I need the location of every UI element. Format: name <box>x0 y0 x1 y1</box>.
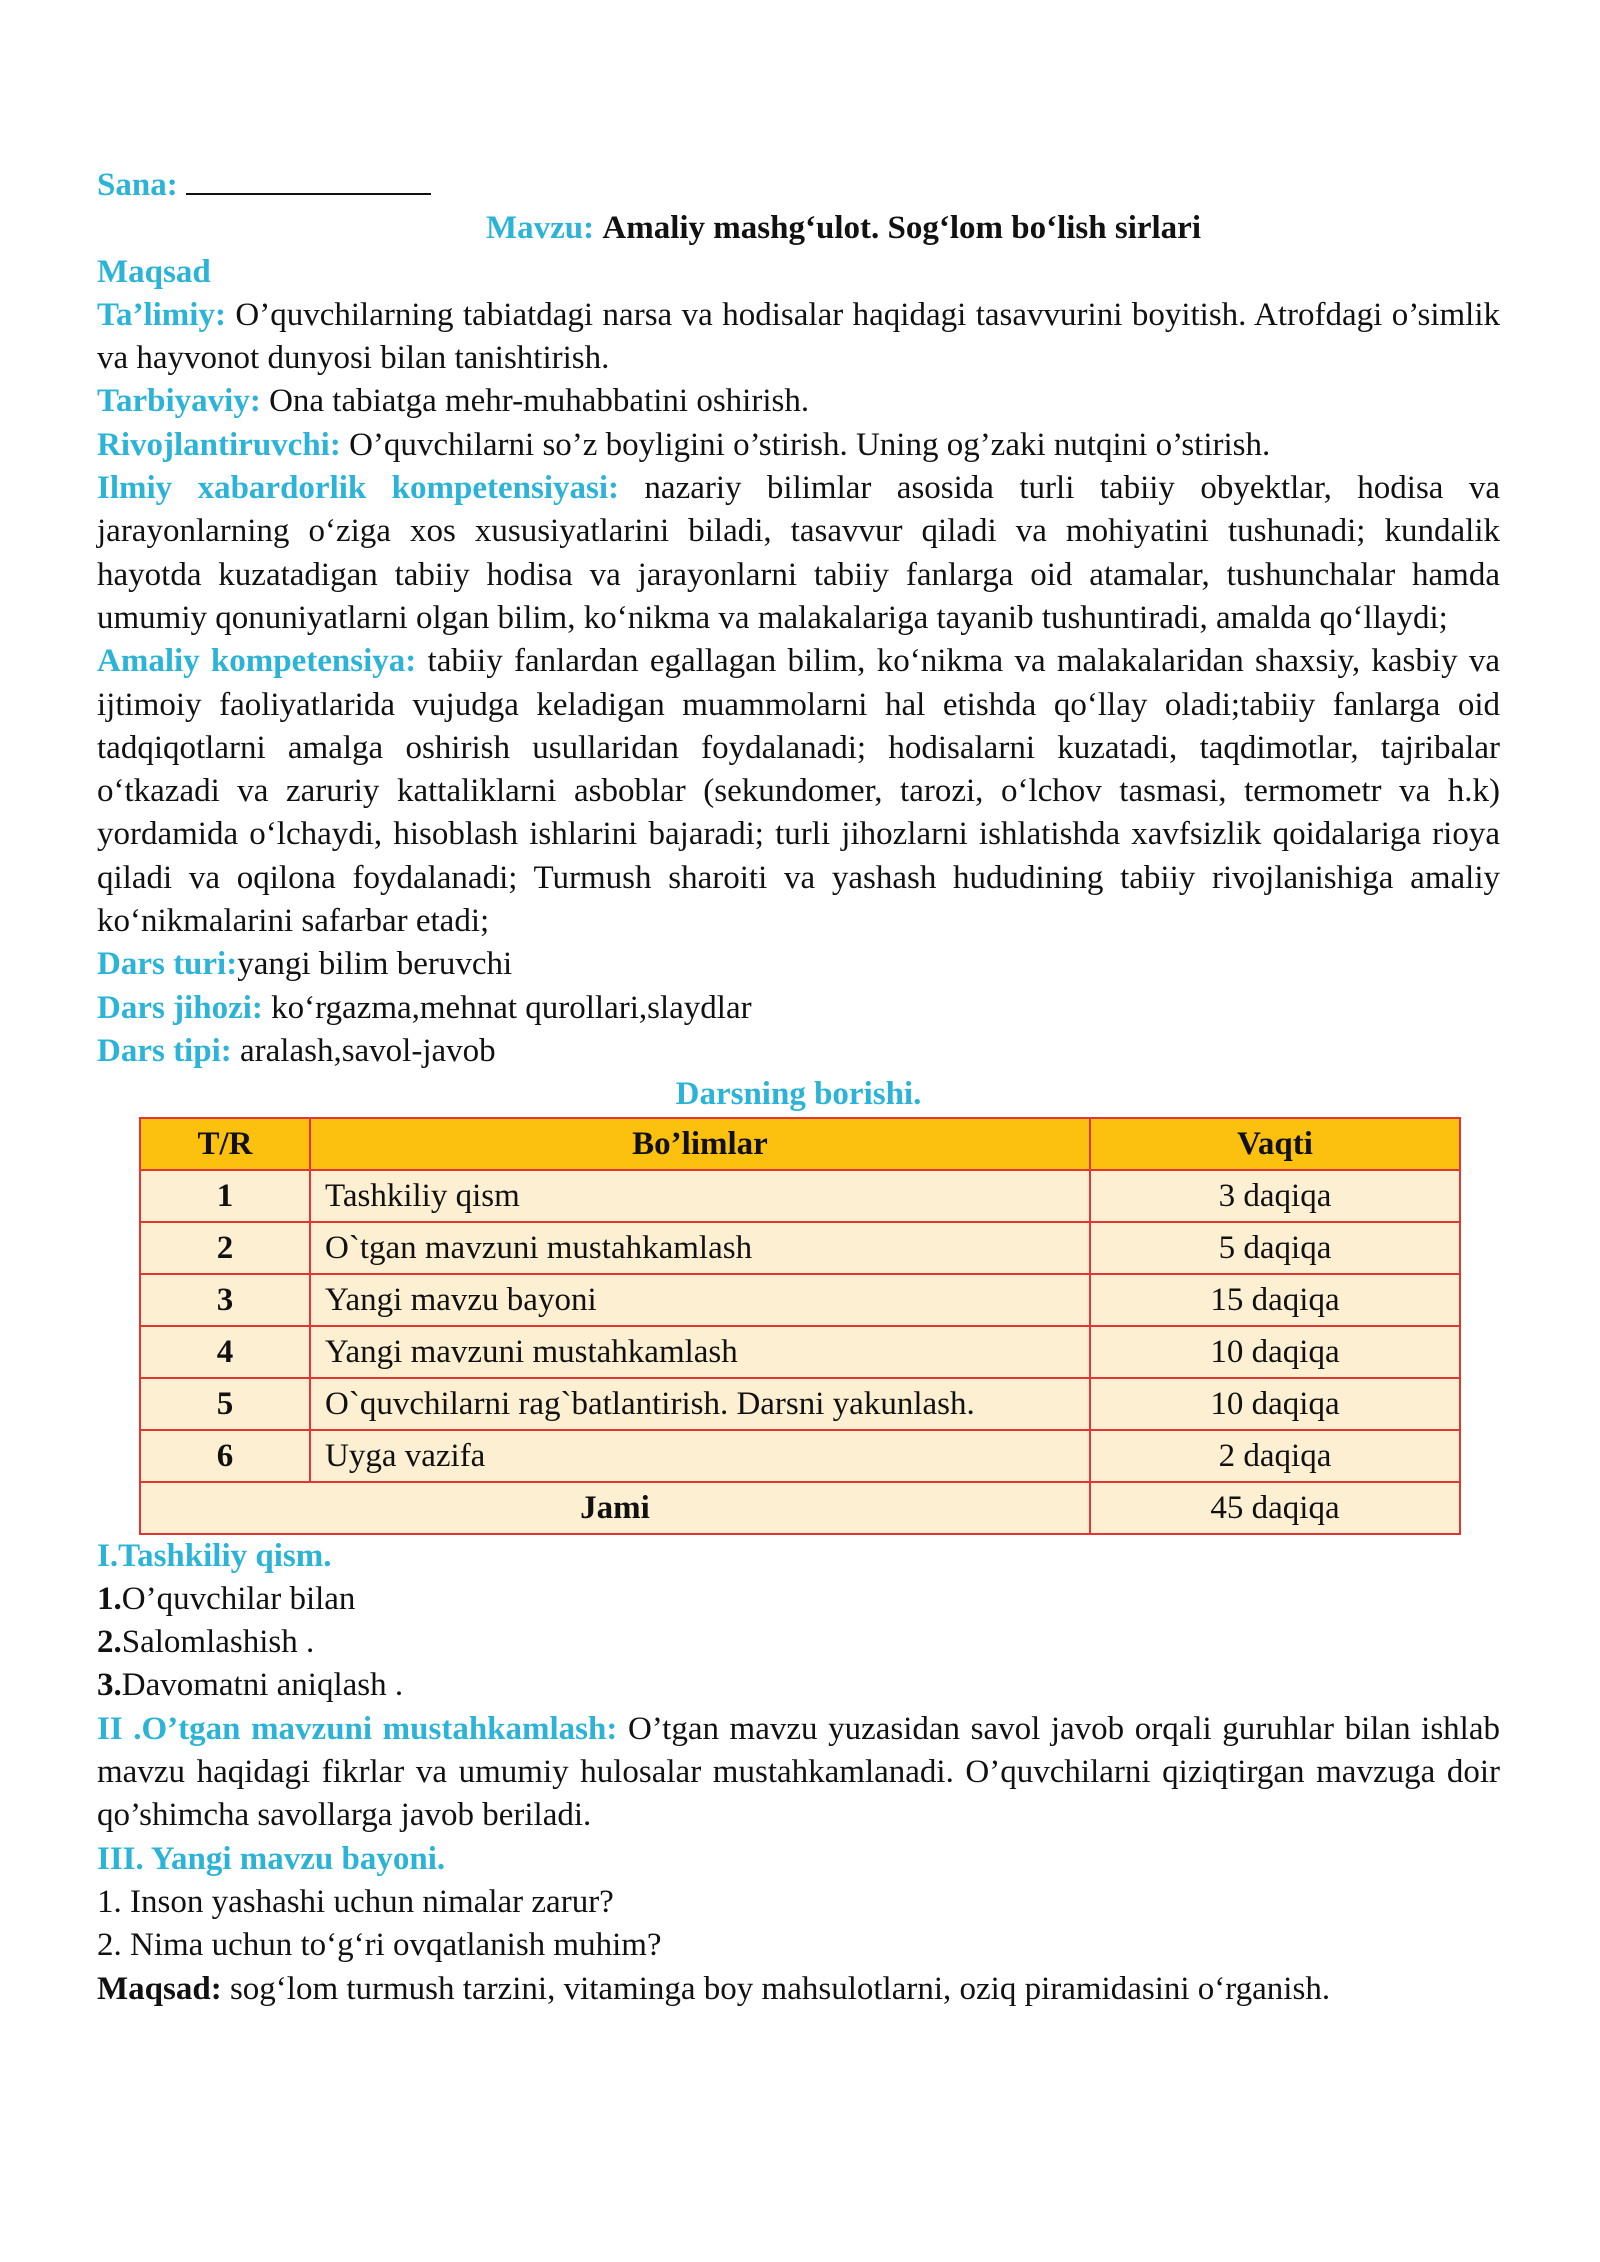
date-blank <box>186 163 431 195</box>
part3-question: 2. Nima uchun to‘g‘ri ovqatlanish muhim? <box>97 1927 662 1964</box>
row-section: Tashkiliy qism <box>310 1170 1090 1222</box>
goal-text: Ona tabiatga mehr-muhabbatini oshirish. <box>260 383 810 420</box>
row-time: 2 daqiqa <box>1090 1430 1460 1482</box>
total-time: 45 daqiqa <box>1090 1482 1460 1534</box>
row-number: 3 <box>140 1274 310 1326</box>
table-row <box>140 1222 1460 1274</box>
lesson-kind <box>97 1030 1500 1073</box>
goal-developmental <box>97 424 1500 467</box>
row-number: 1 <box>140 1170 310 1222</box>
info-label: Dars turi: <box>97 946 238 983</box>
row-number: 6 <box>140 1430 310 1482</box>
topic-title: Amaliy mashg‘ulot. Sog‘lom bo‘lish sirlari <box>602 210 1201 247</box>
part3-goal <box>97 1968 1500 2011</box>
lesson-type <box>97 943 1500 986</box>
part1-item <box>97 1578 1500 1621</box>
plan-title: Darsning borishi. <box>675 1076 922 1113</box>
row-time: 5 daqiqa <box>1090 1222 1460 1274</box>
row-time: 10 daqiqa <box>1090 1326 1460 1378</box>
table-row <box>140 1274 1460 1326</box>
goal-text: O’quvchilarni so’z boyligini o’stirish. Uning og’zaki nutqini o’stirish. <box>340 426 1271 463</box>
info-label: Dars jihozi: <box>97 989 263 1026</box>
table-row <box>140 1170 1460 1222</box>
goal-educational <box>97 294 1500 381</box>
table-row <box>140 1378 1460 1430</box>
item-number: 3. <box>97 1667 122 1704</box>
row-number: 5 <box>140 1378 310 1430</box>
part2-paragraph <box>97 1708 1500 1838</box>
table-header-row <box>140 1118 1460 1170</box>
item-number: 1. <box>97 1580 122 1617</box>
item-number: 2. <box>97 1624 122 1661</box>
total-label: Jami <box>140 1482 1090 1534</box>
competency-label: Amaliy kompetensiya: <box>97 643 417 680</box>
goal-text: O’quvchilarning tabiatdagi narsa va hodisalar haqidagi tasavvurini boyitish. Atrofdagi o’simlik va hayvonot dunyosi bilan tanishtirish. <box>97 296 1500 377</box>
item-text: O’quvchilar bilan <box>121 1580 356 1617</box>
row-time: 3 daqiqa <box>1090 1170 1460 1222</box>
table-row <box>140 1430 1460 1482</box>
info-text: yangi bilim beruvchi <box>237 946 513 983</box>
part2-text: O’tgan mavzu yuzasidan savol javob orqali guruhlar bilan ishlab mavzu haqidagi fikrlar va umumiy hulosalar mustahkamlanadi. O’quvchilarni qiziqtirgan mavzuga doir qo’shimcha savollarga javob beriladi. <box>97 1710 1500 1834</box>
row-section: Uyga vazifa <box>310 1430 1090 1482</box>
table-row <box>140 1326 1460 1378</box>
row-number: 2 <box>140 1222 310 1274</box>
lesson-equipment <box>97 987 1500 1030</box>
part3-goal-label: Maqsad: <box>97 1970 222 2007</box>
part3-heading: III. Yangi mavzu bayoni. <box>97 1840 446 1877</box>
table-total-row <box>140 1482 1460 1534</box>
row-time: 10 daqiqa <box>1090 1378 1460 1430</box>
row-section: Yangi mavzu bayoni <box>310 1274 1090 1326</box>
date-label: Sana: <box>97 167 178 203</box>
goal-label: Tarbiyaviy: <box>97 383 261 420</box>
header-number: T/R <box>140 1118 310 1170</box>
lesson-plan-table <box>139 1117 1461 1535</box>
info-text: aralash,savol-javob <box>231 1032 496 1069</box>
row-section: Yangi mavzuni mustahkamlash <box>310 1326 1090 1378</box>
item-text: Salomlashish . <box>121 1624 315 1661</box>
competency-text: nazariy bilimlar asosida turli tabiiy obyektlar, hodisa va jarayonlarning o‘ziga xos xususiyatlarini biladi, tasavvur qiladi va mohiyatini tushunadi; kundalik hayotda kuzatadigan tabiiy hodisa va jarayonlarni tabiiy fanlarga oid atamalar, tushunchalar hamda umumiy qonuniyatlarni olgan bilim, ko‘nikma va malakalariga tayanib tushuntiradi, amalda qo‘llaydi; <box>97 470 1500 636</box>
goal-label: Rivojlantiruvchi: <box>97 426 341 463</box>
goal-label: Ta’limiy: <box>97 296 226 333</box>
part2-label: II .O’tgan mavzuni mustahkamlash: <box>97 1710 618 1747</box>
part1-item <box>97 1664 1500 1707</box>
goal-upbringing <box>97 380 1500 423</box>
date-line <box>97 163 1500 207</box>
topic-line <box>187 207 1500 250</box>
part1-heading: I.Tashkiliy qism. <box>97 1537 332 1574</box>
part3-goal-text: sog‘lom turmush tarzini, vitaminga boy mahsulotlarni, oziq piramidasini o‘rganish. <box>221 1970 1331 2007</box>
competency-text: tabiiy fanlardan egallagan bilim, ko‘nikma va malakalaridan shaxsiy, kasbiy va ijtimoiy faoliyatlarida vujudga keladigan muammolarni hal etishda qo‘llay oladi;tabiiy fanlarga oid tadqiqotlarni amalga oshirish usullaridan foydalanadi; hodisalarni kuzatadi, taqdimotlar, tajribalar o‘tkazadi va zaruriy kattaliklarni asboblar (sekundomer, tarozi, o‘lchov tasmasi, termometr va h.k) yordamida o‘lchaydi, hisoblash ishlarini bajaradi; turli jihozlarni ishlatishda xavfsizlik qoidalariga rioya qiladi va oqilona foydalanadi; Turmush sharoiti va yashash hududining tabiiy rivojlanishiga amaliy ko‘nikmalarini safarbar etadi; <box>97 643 1500 940</box>
lesson-plan-page <box>97 163 1500 2011</box>
item-text: Davomatni aniqlash . <box>121 1667 404 1704</box>
info-label: Dars tipi: <box>97 1032 232 1069</box>
part3-question: 1. Inson yashashi uchun nimalar zarur? <box>97 1883 614 1920</box>
goal-heading: Maqsad <box>97 253 211 290</box>
header-time: Vaqti <box>1090 1118 1460 1170</box>
competency-scientific <box>97 467 1500 640</box>
row-section: O`quvchilarni rag`batlantirish. Darsni yakunlash. <box>310 1378 1090 1430</box>
row-time: 15 daqiqa <box>1090 1274 1460 1326</box>
row-section: O`tgan mavzuni mustahkamlash <box>310 1222 1090 1274</box>
info-text: ko‘rgazma,mehnat qurollari,slaydlar <box>262 989 752 1026</box>
topic-label: Mavzu: <box>486 210 595 247</box>
row-number: 4 <box>140 1326 310 1378</box>
header-sections: Bo’limlar <box>310 1118 1090 1170</box>
competency-label: Ilmiy xabardorlik kompetensiyasi: <box>97 470 620 507</box>
part1-item <box>97 1621 1500 1664</box>
competency-practical <box>97 640 1500 943</box>
